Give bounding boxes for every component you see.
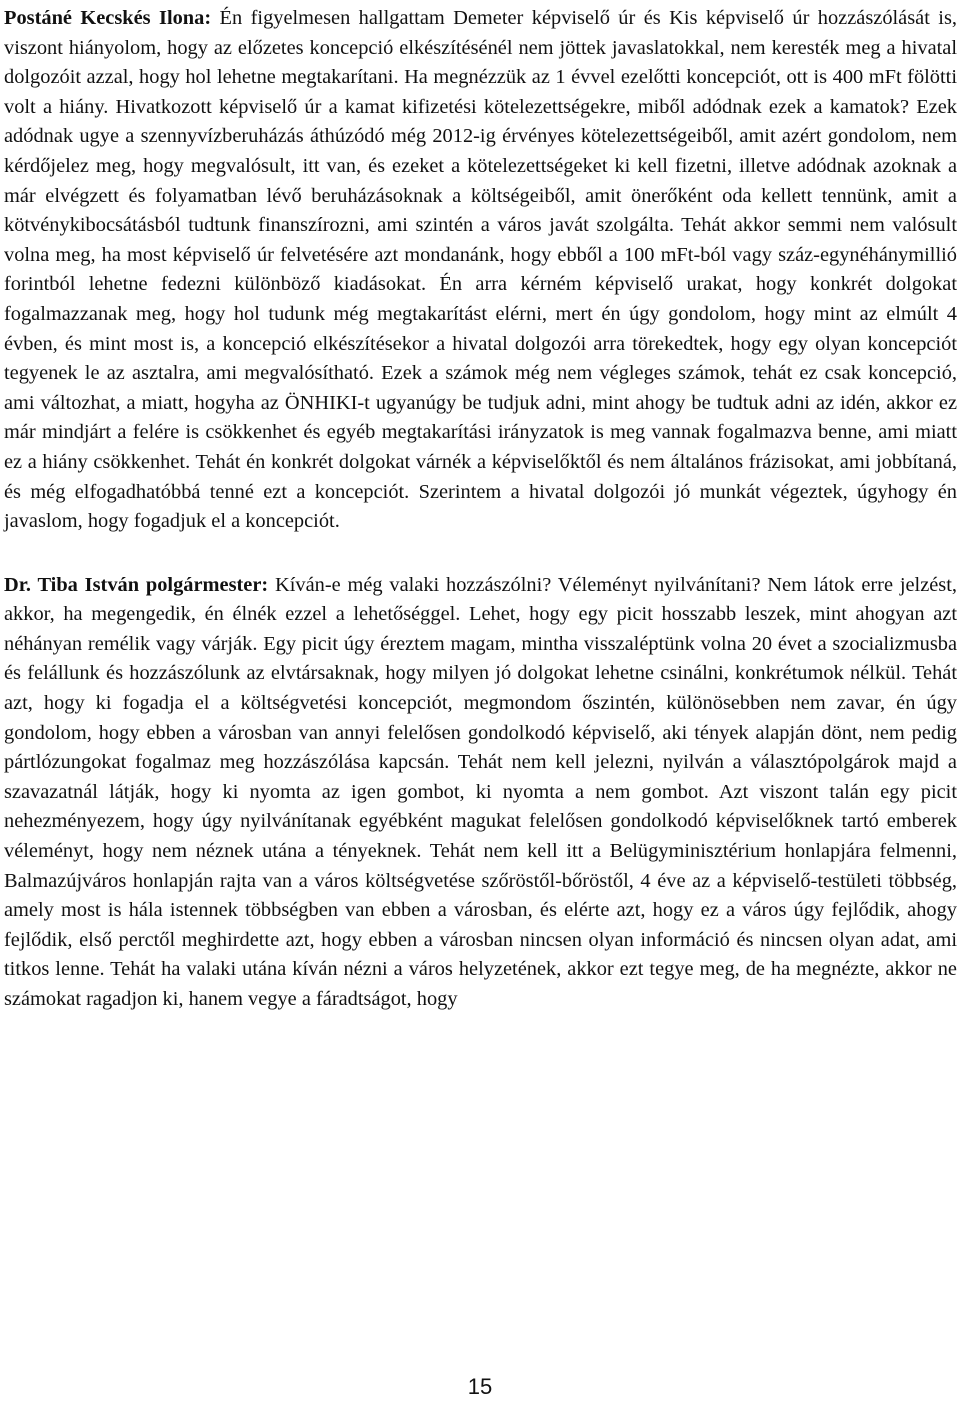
page-number: 15 xyxy=(467,1374,493,1399)
speaker-name: Dr. Tiba István polgármester: xyxy=(4,573,269,596)
speaker-name: Postáné Kecskés Ilona: xyxy=(4,7,212,29)
paragraph-dr-tiba-istvan xyxy=(4,567,957,1015)
paragraph-spacer xyxy=(4,537,957,567)
paragraph-postane-kecskes-ilona xyxy=(4,0,957,537)
document-page xyxy=(4,0,957,1015)
paragraph-text: Én figyelmesen hallgattam Demeter képviselő úr és Kis képviselő úr hozzászólását is, viszont hiányolom, hogy az előzetes koncepció elkészítésénél nem jöttek javaslatokkal, nem keresték meg a hivatal dolgozóit azzal, hogy hol lehetne megtakarítani. Ha megnézzük az 1 évvel ezelőtti koncepciót, ott is 400 mFt fölötti volt a hiány. Hivatkozott képviselő úr a kamat kifizetési kötelezettségekre, miből adódnak ezek a kamatok? Ezek adódnak ugye a szennyvízberuházás áthúzódó még 2012-ig érvényes kötelezettségeiből, amit azért gondolom, nem kérdőjelez meg, hogy megvalósult, itt van, és ezeket a kötelezettségeket ki kell fizetni, illetve adódnak azoknak a már elvégzett és folyamatban lévő beruházásoknak a költségeiből, amit önerőként oda kellett tennünk, amit a kötvénykibocsátásból tudtunk finanszírozni, ami szintén a város javát szolgálta. Tehát akkor semmi nem valósult volna meg, ha most képviselő úr felvetésére azt mondanánk, hogy ebből a 100 mFt-ból vagy száz-egynéhánymillió forintból lehetne fedezni különböző kiadásokat. Én arra kérném képviselő urakat, hogy konkrét dolgokat fogalmazzanak meg, hogy hol tudunk még megtakarítást elérni, mert én úgy gondolom, hogy mint az elmúlt 4 évben, és mint most is, a koncepció elkészítésekor a hivatal dolgozói arra törekedtek, hogy egy olyan koncepciót tegyenek le az asztalra, ami megvalósítható. Ezek a számok még nem végleges számok, tehát ez csak koncepció, ami változhat, a miatt, hogyha az ÖNHIKI-t ugyanúgy be tudjuk adni, mint ahogy be tudtuk adni az idén, akkor ez már mindjárt a felére is csökkenhet és egyéb megtakarítási irányzatok is meg vannak fogalmazva benne, ami miatt ez a hiány csökkenhet. Tehát én konkrét dolgokat várnék a képviselőktől és nem általános frázisokat, ami jobbítaná, és még elfogadhatóbbá tenné ezt a koncepciót. Szerintem a hivatal dolgozói jó munkát végeztek, úgyhogy én javaslom, hogy fogadjuk el a koncepciót. xyxy=(4,7,957,533)
paragraph-text: Kíván-e még valaki hozzászólni? Véleményt nyilvánítani? Nem látok erre jelzést, akkor, ha megengedik, én élnék ezzel a lehetőséggel. Lehet, hogy egy picit hosszabb leszek, mint ahogyan azt néhányan remélik vagy várják. Egy picit úgy éreztem magam, mintha visszaléptünk volna 20 évet a szocializmusba és felállunk és hozzászólunk az elvtársaknak, hogy milyen jó dolgokat lehetne csinálni, konkrétumok nélkül. Tehát azt, hogy ki fogadja el a költségvetési koncepciót, megmondom őszintén, különösebben nem zavar, én úgy gondolom, hogy ebben a városban van annyi felelősen gondolkodó képviselő, aki tények alapján dönt, nem pedig pártlózungokat fogalmaz meg hozzászólása kapcsán. Tehát nem kell jelezni, nyilván a választópolgárok majd a szavazatnál látják, hogy ki nyomta az igen gombot, ki nyomta a nem gombot. Azt viszont talán egy picit nehezményezem, hogy úgy nyilvánítanak egyébként magukat felelősen gondolkodó képviselőknek tartó emberek véleményt, hogy nem néznek utána a tényeknek. Tehát nem kell itt a Belügyminisztérium honlapjára felmenni, Balmazújváros honlapján rajta van a város költségvetése szőröstől-bőröstől, 4 éve az a képviselő-testületi többség, amely most is hála istennek többségben van ebben a városban, és elérte azt, hogy ez a város úgy fejlődik, ahogy fejlődik, első perctől meghirdette azt, hogy ebben a városban nincsen olyan információ és nincsen olyan adat, ami titkos lenne. Tehát ha valaki utána kíván nézni a város helyzetének, akkor ezt tegye meg, de ha megnézte, akkor ne számokat ragadjon ki, hanem vegye a fáradtságot, hogy xyxy=(4,573,958,1010)
